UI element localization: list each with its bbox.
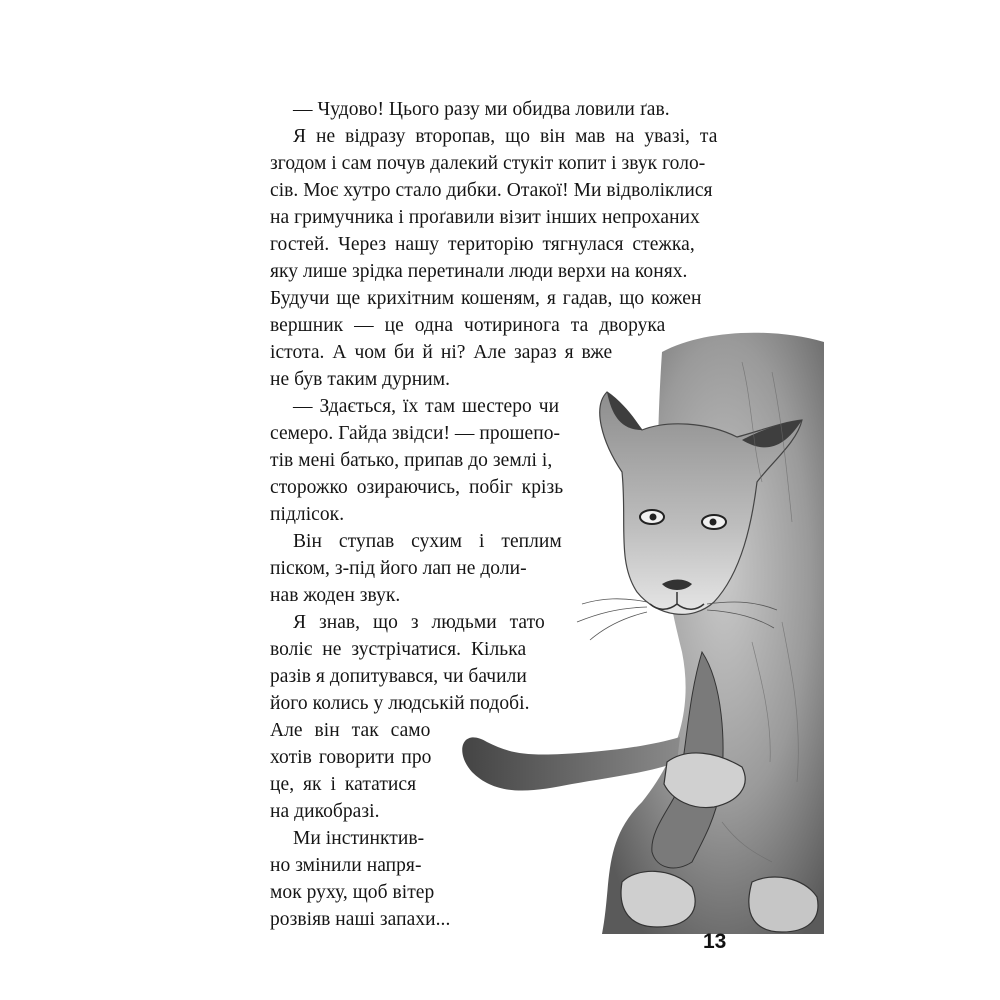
text-line: Я не відразу второпав, що він мав на увазі, та xyxy=(293,126,718,147)
text-line: яку лише зрідка перетинали люди верхи на конях. xyxy=(270,261,688,282)
text-line: мок руху, щоб вітер xyxy=(270,882,435,903)
text-line: воліє не зустрічатися. Кілька xyxy=(270,639,527,660)
text-line: Будучи ще крихітним кошеням, я гадав, що кожен xyxy=(270,288,702,309)
text-line: семеро. Гайда звідси! — прошепо- xyxy=(270,423,561,444)
text-line: разів я допитувався, чи бачили xyxy=(270,666,527,687)
text-line: розвіяв наші запахи... xyxy=(270,909,451,930)
text-line: Ми інстинктив- xyxy=(293,828,425,849)
text-line: тів мені батько, припав до землі і, xyxy=(270,450,553,471)
text-line: істота. А чом би й ні? Але зараз я вже xyxy=(270,342,613,363)
page-number: 13 xyxy=(703,930,727,953)
text-line: хотів говорити про xyxy=(270,747,432,768)
text-line: — Здається, їх там шестеро чи xyxy=(293,396,560,417)
text-line: Він ступав сухим і теплим xyxy=(293,531,562,552)
text-line: Але він так само xyxy=(270,720,431,741)
text-line: нав жоден звук. xyxy=(270,585,401,606)
text-line: вершник — це одна чотиринога та дворука xyxy=(270,315,666,336)
text-line: гостей. Через нашу територію тягнулася стежка, xyxy=(270,234,695,255)
text-line: — Чудово! Цього разу ми обидва ловили ґав. xyxy=(293,99,670,120)
text-line: підлісок. xyxy=(270,504,345,525)
text-line: його колись у людській подобі. xyxy=(270,693,530,714)
text-line: згодом і сам почув далекий стукіт копит і звук голо- xyxy=(270,153,706,174)
text-line: Я знав, що з людьми тато xyxy=(293,612,545,633)
text-line: не був таким дурним. xyxy=(270,369,451,390)
text-line: піском, з-під його лап не доли- xyxy=(270,558,527,579)
text-line: сів. Моє хутро стало дибки. Отакої! Ми відволіклися xyxy=(270,180,713,201)
text-line: це, як і кататися xyxy=(270,774,417,795)
text-line: сторожко озираючись, побіг крізь xyxy=(270,477,564,498)
text-line: но змінили напря- xyxy=(270,855,422,876)
text-line: на дикобразі. xyxy=(270,801,380,822)
text-line: на гримучника і проґавили візит інших непроханих xyxy=(270,207,700,228)
cougar-tail xyxy=(462,737,680,791)
